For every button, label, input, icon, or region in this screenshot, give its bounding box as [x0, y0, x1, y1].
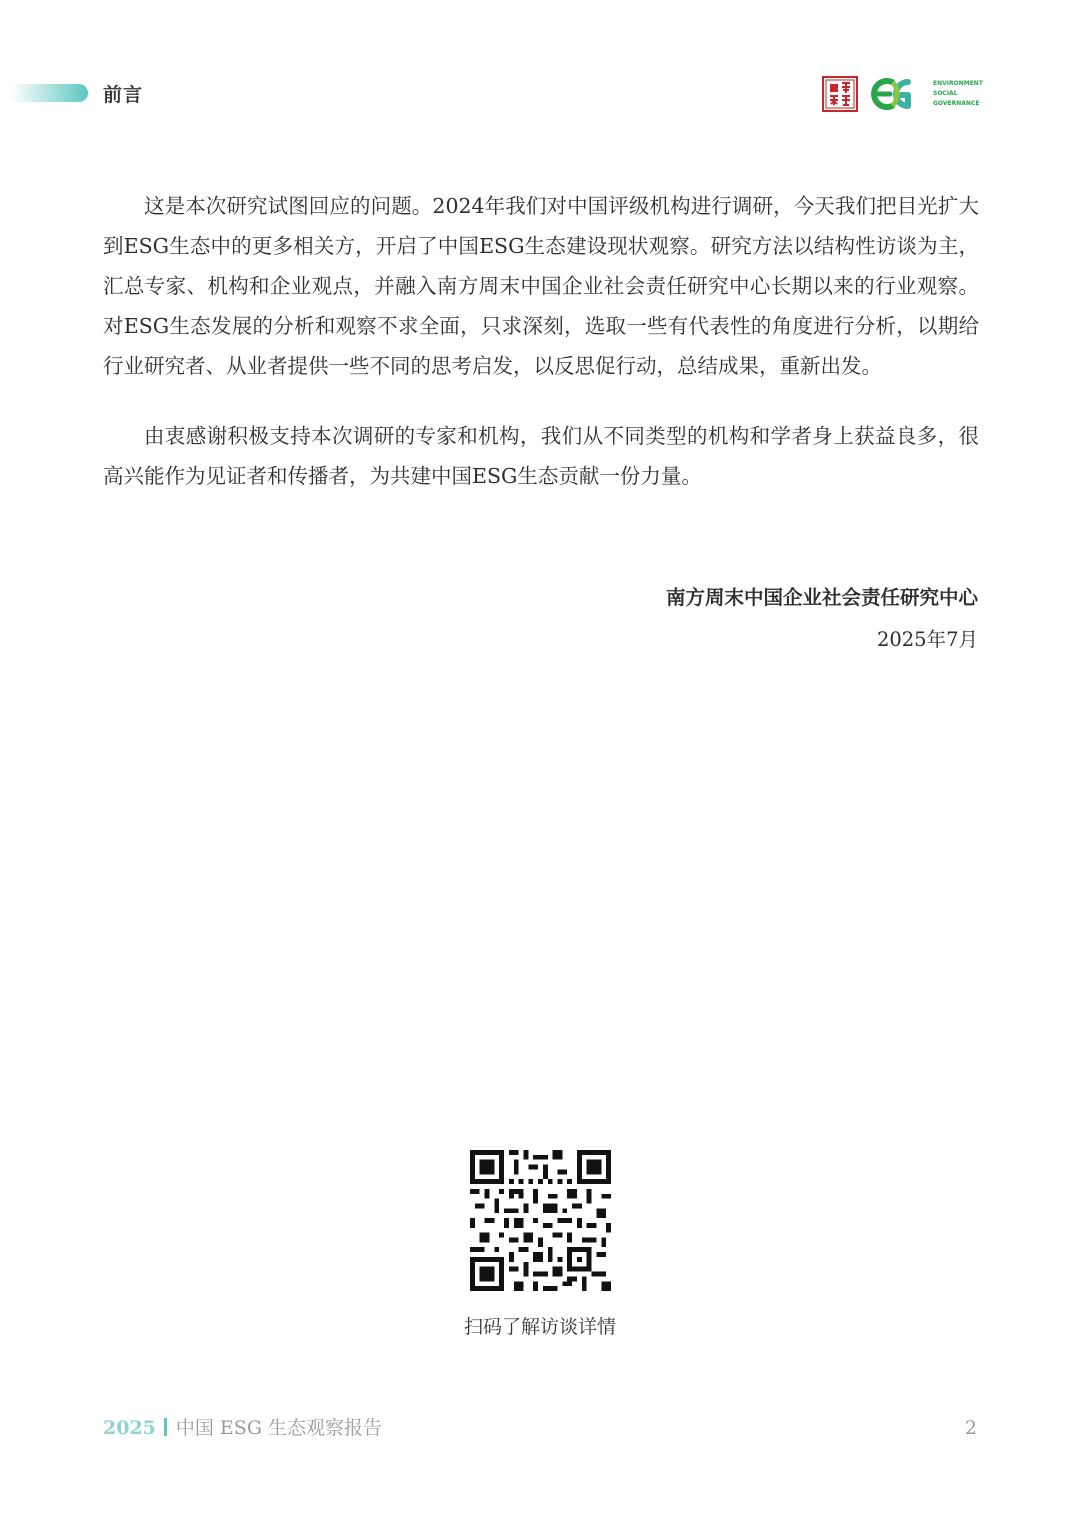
footer-year: 2025 [103, 1417, 156, 1439]
footer-divider [164, 1418, 167, 1436]
preface-paragraph-2: 由衷感谢积极支持本次调研的专家和机构，我们从不同类型的机构和学者身上获益良多，很高兴能作为见证者和传播者，为共建中国ESG生态贡献一份力量。 [103, 424, 979, 488]
header-accent-bar [10, 84, 88, 102]
southern-weekly-seal-logo [822, 76, 858, 112]
footer [103, 1413, 382, 1443]
svg-text:GOVERNANCE: GOVERNANCE [933, 100, 980, 107]
svg-text:SOCIAL: SOCIAL [933, 90, 958, 97]
signature-date: 2025年7月 [876, 628, 978, 651]
footer-report-title: 中国 ESG 生态观察报告 [175, 1417, 383, 1439]
qr-code[interactable] [470, 1150, 611, 1291]
preface-paragraph-1: 这是本次研究试图回应的问题。2024年我们对中国评级机构进行调研，今天我们把目光扩大到ESG生态中的更多相关方，开启了中国ESG生态建设现状观察。研究方法以结构性访谈为主，汇总专家、机构和企业观点，并融入南方周末中国企业社会责任研究中心长期以来的行业观察。对ESG生态发展的分析和观察不求全面，只求深刻，选取一些有代表性的角度进行分析，以期给行业研究者、从业者提供一些不同的思考启发，以反思促行动，总结成果，重新出发。 [103, 194, 979, 378]
page-number: 2 [964, 1417, 977, 1439]
signature-block [666, 580, 978, 658]
section-title: 前言 [103, 84, 144, 106]
preface-body [103, 186, 979, 496]
svg-text:ENVIRONMENT: ENVIRONMENT [933, 80, 983, 87]
esg-logo [870, 74, 985, 114]
qr-caption: 扫码了解访谈详情 [463, 1316, 616, 1338]
signature-organization: 南方周末中国企业社会责任研究中心 [665, 586, 978, 609]
